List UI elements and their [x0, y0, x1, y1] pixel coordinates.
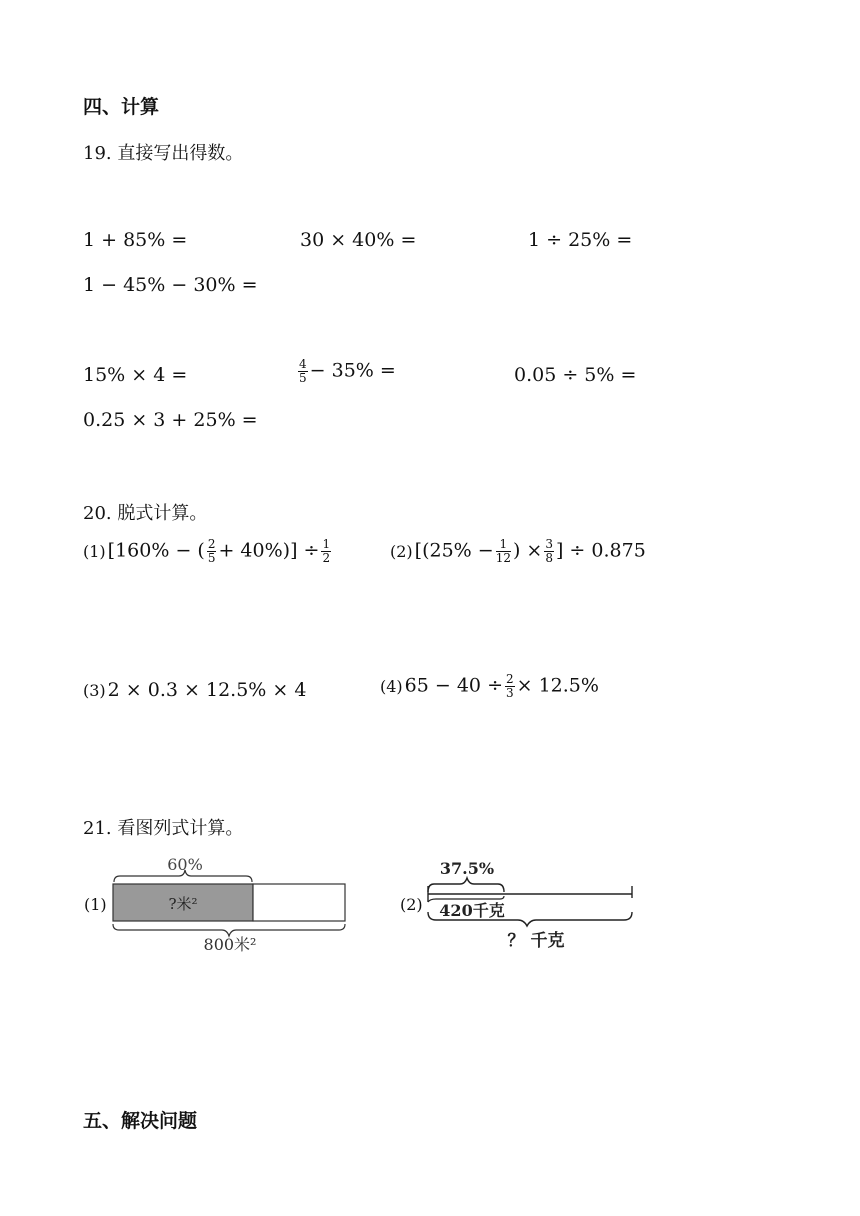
- expr-part: ] ÷ 0.875: [555, 539, 646, 562]
- fraction: $\frac{2}{3}$: [505, 672, 514, 700]
- q19-item-2: 30 × 40% =: [300, 229, 417, 251]
- q19-title: 19. 直接写出得数。: [83, 143, 244, 164]
- fraction-4-5: $\frac{4}{5}$: [299, 357, 307, 385]
- section-title-solve: 五、解决问题: [83, 1110, 198, 1132]
- diagram-2-mid-label: 420千克: [439, 901, 505, 920]
- diagram-2-index: (2): [400, 895, 423, 914]
- fraction: $\frac{2}{5}$: [207, 537, 216, 565]
- section-title-calc: 四、计算: [83, 96, 160, 118]
- expr-part: ) ×: [512, 539, 543, 562]
- q21-title: 21. 看图列式计算。: [83, 818, 244, 839]
- fraction: $\frac{3}{8}$: [545, 537, 553, 565]
- diagram-1-top-label: 60%: [167, 855, 203, 874]
- diagram-1-empty-part: [253, 884, 345, 921]
- expr-part: [160% − (: [107, 539, 205, 562]
- diagram-2-top-brace: [428, 878, 504, 892]
- diagram-1-inner-label: ?米²: [168, 895, 198, 913]
- q19-item-5: 15% × 4 =: [83, 364, 188, 386]
- q19-item-4: 1 − 45% − 30% =: [83, 274, 258, 296]
- q20-title: 20. 脱式计算。: [83, 503, 208, 524]
- expr-part: [(25% −: [414, 539, 494, 562]
- diagram-2-bottom-label: ？ 千克: [507, 931, 565, 951]
- expr-part: × 12.5%: [516, 674, 599, 697]
- q20-problem-2: [390, 538, 646, 565]
- q20-problem-4: [380, 673, 599, 700]
- diagram-1-index: (1): [84, 895, 107, 914]
- q19-item-6-rest: − 35% =: [309, 359, 396, 382]
- fraction: $\frac{1}{2}$: [322, 537, 331, 565]
- problem-index: (1): [83, 541, 106, 561]
- fraction: $\frac{1}{12}$: [495, 537, 511, 565]
- expr-part: 65 − 40 ÷: [404, 674, 503, 697]
- diagram-1-bottom-label: 800米²: [203, 935, 257, 954]
- diagram-1: [80, 852, 360, 956]
- q19-item-3: 1 ÷ 25% =: [528, 229, 633, 251]
- problem-index: (3): [83, 681, 106, 700]
- problem-index: (4): [380, 676, 403, 696]
- diagram-2-top-label: 37.5%: [439, 859, 495, 878]
- q19-item-1: 1 + 85% =: [83, 229, 188, 251]
- q20-problem-3: [83, 679, 306, 701]
- problem-index: (2): [390, 541, 413, 561]
- q19-item-6: [296, 358, 396, 385]
- q19-item-8: 0.25 × 3 + 25% =: [83, 409, 258, 431]
- q20-problem-1: [83, 538, 333, 565]
- q19-item-7: 0.05 ÷ 5% =: [514, 364, 637, 386]
- diagram-2: [396, 852, 640, 956]
- expr-part: 2 × 0.3 × 12.5% × 4: [107, 679, 307, 701]
- expr-part: + 40%)] ÷: [218, 539, 320, 562]
